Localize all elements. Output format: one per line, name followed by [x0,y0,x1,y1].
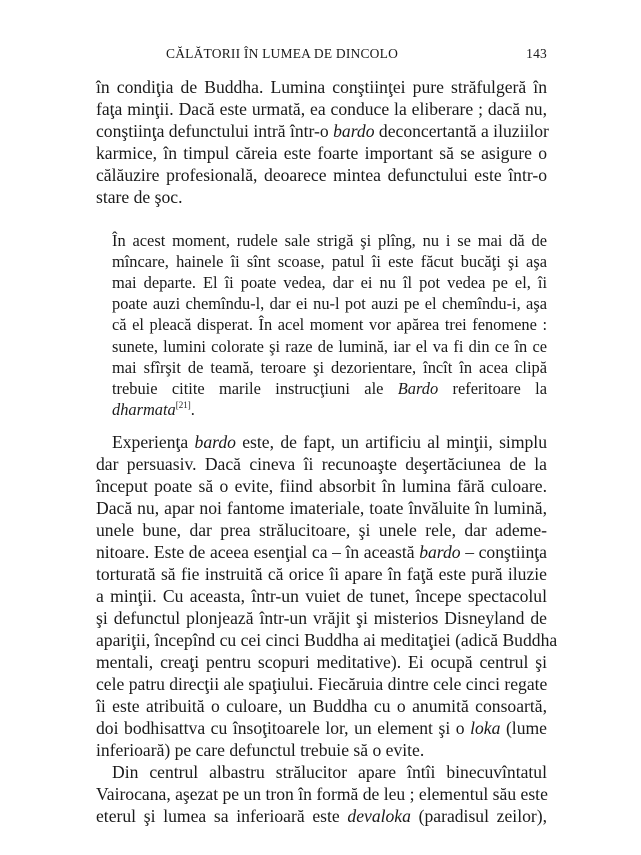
text-line: a minţii. Cu aceasta, într-un vuiet de tunet, începe spectacolul [96,586,547,606]
text-line: faţa minţii. Dacă este urmată, ea conduce la eliberare ; dacă nu, [96,99,547,119]
text-line: mentali, creaţi pentru scopuri meditative). Ei ocupă centrul şi [96,652,547,672]
text-line: unele bune, dar prea strălucitoare, şi unele rele, dar ademe- [96,520,547,540]
text-line: stare de şoc. [96,187,183,207]
text-line: început poate să o evite, fiind absorbit în lumina fără culoare. [96,476,547,496]
text-line: Vairocana, aşezat pe un tron în formă de leu ; elementul său este [96,784,548,804]
italic-term: bardo [194,432,236,452]
text-span: eterul şi lumea sa inferioară este [96,806,348,826]
text-line: torturată să fie instruită că orice îi apare în faţă este pură iluzie [96,564,547,584]
quote-line: mai departe. El îi poate vedea, dar ei nu îl pot vedea pe el, îi [112,273,547,292]
quote-line: că el pleacă disperat. În acel moment vor apărea trei fenomene : [112,315,547,334]
quote-line: poate auzi chemîndu-l, dar ei nu-l pot auzi pe el chemîndu-i, aşa [112,294,547,313]
italic-term: bardo [419,542,461,562]
text-line [96,120,547,142]
text-span: nitoare. Este de aceea esenţial ca – în această [96,542,420,562]
text-line [96,541,547,563]
quote-line [112,378,547,399]
text-span: trebuie citite marile instrucţiuni ale [112,379,398,398]
text-line: karmice, în timpul căreia este foarte important să se asigure o [96,143,547,163]
text-line: dar persuasiv. Dacă cineva îi recunoaşte deşertăciunea de la [96,454,547,474]
text-span: este, de fapt, un artificiu al minţii, simplu [235,432,547,452]
quote-line: sunete, lumini colorate şi raze de lumină, iar el va fi din ce în ce [112,337,547,356]
text-span: – conştiinţa [460,542,547,562]
text-line: călăuzire profesională, deoarece mintea defunctului este într-o [96,165,547,185]
quote-line: În acest moment, rudele sale strigă şi plîng, nu i se mai dă de [112,231,547,250]
quote-line: mai sfîrşit de teamă, teroare şi dezorientare, încît în acea clipă [112,358,547,377]
quote-line: mîncare, hainele îi sînt scoase, patul îi este făcut bucăţi şi aşa [112,252,547,271]
text-line: inferioară) pe care defunctul trebuie să o evite. [96,740,425,760]
quote-line [112,399,547,420]
text-line: în condiţia de Buddha. Lumina conştiinţei pure străfulgeră în [96,77,547,97]
running-header [96,46,547,66]
text-span: Experienţa [112,432,195,452]
running-title: CĂLĂTORII ÎN LUMEA DE DINCOLO [166,46,399,61]
text-line [96,717,547,739]
text-line: şi defunctul plonjează într-un vrăjit şi misterios Disneyland de [96,608,547,628]
text-span: (paradisul zeilor), [410,806,547,826]
italic-term: loka [470,718,501,738]
text-line [112,431,547,453]
page-number: 143 [526,46,547,61]
text-line: Din centrul albastru strălucitor apare întîi binecuvîntatul [112,762,547,782]
italic-term: bardo [333,121,375,141]
text-line: îi este atribuită o culoare, un Buddha cu o anumită consoartă, [96,696,547,716]
italic-term: dharmata [112,400,176,419]
text-span: (lume [500,718,547,738]
text-span: deconcertantă a iluziilor [374,121,549,141]
italic-term: Bardo [397,379,439,398]
footnote-reference[interactable]: [21] [175,400,191,410]
text-span: . [190,400,195,419]
italic-term: devaloka [347,806,411,826]
text-line: cele patru direcţii ale spaţiului. Fiecăruia dintre cele cinci regate [96,674,548,694]
text-span: referitoare la [438,379,547,398]
text-span: doi bodhisattva cu însoţitoarele lor, un element şi o [96,718,471,738]
text-line: Dacă nu, apar noi fantome imateriale, toate învăluite în lumină, [96,498,547,518]
text-line [96,805,547,827]
text-span: conştiinţa defunctului intră într-o [96,121,334,141]
text-line: apariţii, începînd cu cei cinci Buddha ai meditaţiei (adică Buddha [96,630,558,650]
